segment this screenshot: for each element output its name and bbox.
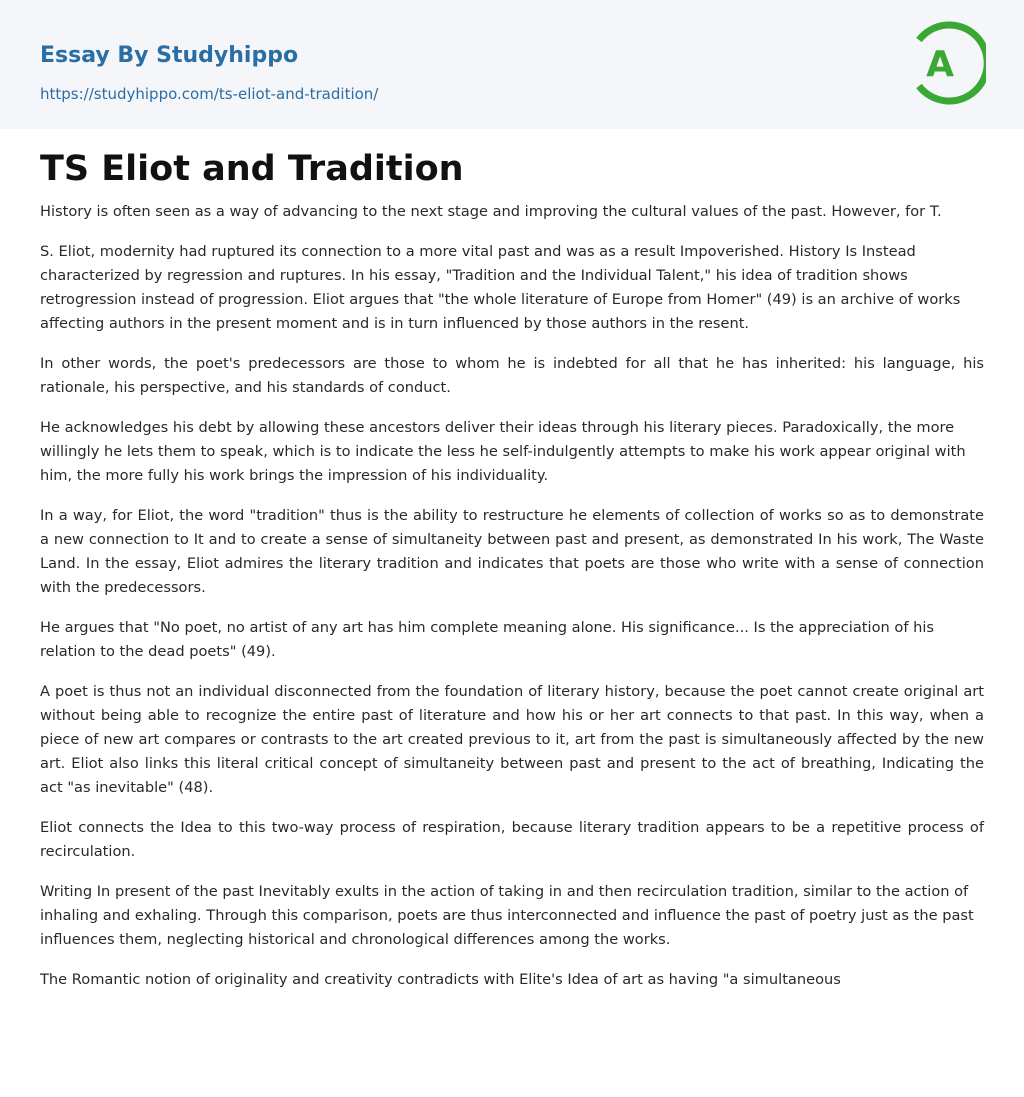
paragraph-10: The Romantic notion of originality and creativity contradicts with Elite's Idea of art as having "a simultaneous xyxy=(40,971,841,988)
source-url-link[interactable]: https://studyhippo.com/ts-eliot-and-tradition/ xyxy=(40,85,379,103)
studyhippo-logo[interactable] xyxy=(914,20,986,106)
logo-icon xyxy=(914,20,986,106)
logo-letter: A xyxy=(926,44,954,85)
paragraph-8: Eliot connects the Idea to this two-way process of respiration, because literary tradition appears to be a repetitive process of recirculation. xyxy=(40,819,984,860)
essay-body xyxy=(40,200,984,1008)
site-title[interactable]: Essay By Studyhippo xyxy=(40,43,299,68)
paragraph-2: S. Eliot, modernity had ruptured its connection to a more vital past and was as a result Impoverished. History Is Instead characterized by regression and ruptures. In his essay, "Tradition and the Individual Talent," his idea of tradition shows retrogression instead of progression. Eliot argues that "the whole literature of Europe from Homer" (49) is an archive of works affecting authors in the present moment and is in turn influenced by those authors in the resent. xyxy=(40,243,961,332)
paragraph-1: History is often seen as a way of advancing to the next stage and improving the cultural values of the past. However, for T. xyxy=(40,203,942,220)
paragraph-9: Writing In present of the past Inevitably exults in the action of taking in and then recirculation tradition, similar to the action of inhaling and exhaling. Through this comparison, poets are thus interconnected and influence the past of poetry just as the past influences them, neglecting historical and chronological differences among the works. xyxy=(40,883,974,948)
paragraph-7: A poet is thus not an individual disconnected from the foundation of literary history, because the poet cannot create original art without being able to recognize the entire past of literature and how his or her art connects to that past. In this way, when a piece of new art compares or contrasts to the art created previous to it, art from the past is simultaneously affected by the new art. Eliot also links this literal critical concept of simultaneity between past and present to the act of breathing, Indicating the act "as inevitable" (48). xyxy=(40,683,984,796)
paragraph-4: He acknowledges his debt by allowing these ancestors deliver their ideas through his literary pieces. Paradoxically, the more willingly he lets them to speak, which is to indicate the less he self-indulgently attempts to make his work appear original with him, the more fully his work brings the impression of his individuality. xyxy=(40,419,966,484)
page-title: TS Eliot and Tradition xyxy=(40,149,464,189)
paragraph-3: In other words, the poet's predecessors are those to whom he is indebted for all that he has inherited: his language, his rationale, his perspective, and his standards of conduct. xyxy=(40,355,984,396)
paragraph-5: In a way, for Eliot, the word "tradition" thus is the ability to restructure he elements of collection of works so as to demonstrate a new connection to It and to create a sense of simultaneity between past and present, as demonstrated In his work, The Waste Land. In the essay, Eliot admires the literary tradition and indicates that poets are those who write with a sense of connection with the predecessors. xyxy=(40,507,984,596)
paragraph-6: He argues that "No poet, no artist of any art has him complete meaning alone. His significance... Is the appreciation of his relation to the dead poets" (49). xyxy=(40,619,935,660)
